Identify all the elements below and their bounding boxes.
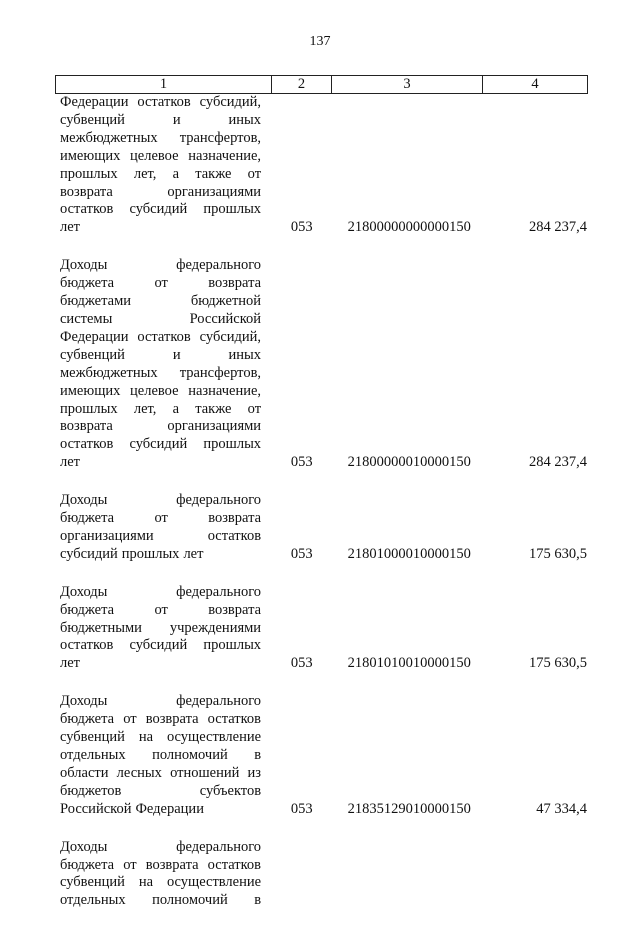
description-line bbox=[60, 219, 261, 237]
word: субсидий bbox=[129, 436, 188, 453]
word: субсидий, bbox=[199, 328, 262, 345]
word: от bbox=[154, 275, 168, 292]
description-line bbox=[60, 655, 261, 673]
word: иных bbox=[228, 111, 262, 128]
word: отдельных bbox=[60, 747, 126, 763]
description-line bbox=[60, 528, 261, 546]
word: Доходы bbox=[60, 583, 108, 600]
word: лет, bbox=[133, 165, 157, 182]
word: системы bbox=[60, 310, 113, 327]
description-line bbox=[60, 839, 261, 857]
word: остатков bbox=[60, 201, 114, 218]
word: субвенций bbox=[60, 111, 125, 128]
description-line bbox=[60, 365, 261, 383]
description-line bbox=[60, 347, 261, 365]
word: возврата bbox=[208, 510, 262, 527]
table-header bbox=[55, 75, 588, 94]
word: в bbox=[254, 892, 262, 909]
word: целевое bbox=[130, 147, 179, 164]
word: лет bbox=[60, 219, 81, 236]
row-description bbox=[55, 94, 261, 237]
header-col-2: 2 bbox=[272, 76, 332, 93]
word: субсидий bbox=[60, 545, 118, 562]
word: бюджета bbox=[60, 510, 115, 527]
word: субсидий bbox=[129, 637, 188, 654]
word: лесных bbox=[116, 764, 162, 781]
word: области bbox=[60, 764, 109, 781]
description-line bbox=[60, 166, 261, 184]
description-line bbox=[60, 383, 261, 401]
description-line bbox=[60, 492, 261, 510]
word: осуществление bbox=[166, 729, 262, 746]
header-col-4: 4 bbox=[531, 76, 539, 92]
word: Российской bbox=[189, 310, 262, 327]
description-line bbox=[60, 311, 261, 329]
row-description bbox=[55, 257, 261, 472]
word: возврата bbox=[60, 418, 113, 435]
revenue-code: 21801010010000150 bbox=[347, 655, 471, 672]
word: а bbox=[172, 165, 180, 182]
table-row bbox=[55, 584, 587, 674]
description-line bbox=[60, 201, 261, 219]
word: в bbox=[254, 747, 262, 763]
word: прошлых bbox=[203, 436, 262, 453]
word: лет bbox=[60, 655, 81, 672]
word: иных bbox=[228, 346, 262, 363]
description-line bbox=[60, 184, 261, 202]
row-description bbox=[55, 492, 261, 564]
word: Доходы bbox=[60, 838, 108, 855]
word: назначение, bbox=[188, 382, 262, 399]
word: возврата bbox=[208, 275, 262, 292]
description-line bbox=[60, 436, 261, 454]
word: межбюджетных bbox=[60, 364, 158, 381]
admin-code: 053 bbox=[290, 219, 313, 236]
word: имеющих bbox=[60, 382, 121, 399]
word: возврата bbox=[145, 711, 199, 728]
word: прошлых bbox=[203, 201, 262, 218]
amount: 284 237,4 bbox=[529, 454, 587, 471]
header-col-3: 3 bbox=[332, 76, 483, 93]
word: субвенций bbox=[60, 729, 125, 746]
description-line bbox=[60, 620, 261, 638]
word: организациями bbox=[167, 418, 262, 435]
description-line bbox=[60, 729, 261, 747]
word: бюджета bbox=[60, 856, 115, 873]
description-line bbox=[60, 801, 261, 819]
description-line bbox=[60, 94, 261, 112]
word: на bbox=[138, 729, 154, 746]
word: от bbox=[123, 711, 137, 728]
table-row bbox=[55, 492, 587, 564]
admin-code: 053 bbox=[290, 655, 313, 672]
word: субвенций bbox=[60, 346, 125, 363]
word: полномочий bbox=[152, 747, 228, 763]
description-line bbox=[60, 693, 261, 711]
table-row bbox=[55, 94, 587, 237]
revenue-code: 21801000010000150 bbox=[347, 545, 471, 562]
revenue-code: 21800000000000150 bbox=[347, 219, 471, 236]
word: Доходы bbox=[60, 693, 108, 710]
word: организациями bbox=[60, 527, 154, 544]
word: имеющих bbox=[60, 147, 121, 164]
word: а bbox=[172, 400, 180, 417]
description-line bbox=[60, 892, 261, 910]
word: Федерации bbox=[60, 328, 129, 345]
word: лет bbox=[183, 545, 204, 562]
word: остатков bbox=[60, 436, 114, 453]
description-line bbox=[60, 130, 261, 148]
description-line bbox=[60, 783, 261, 801]
description-line bbox=[60, 293, 261, 311]
table-row bbox=[55, 839, 587, 911]
admin-code: 053 bbox=[290, 545, 313, 562]
word: лет, bbox=[133, 400, 157, 417]
description-line bbox=[60, 546, 261, 564]
word: прошлых bbox=[60, 400, 118, 417]
amount: 47 334,4 bbox=[536, 800, 587, 817]
word: остатков bbox=[137, 94, 191, 110]
amount: 175 630,5 bbox=[529, 655, 587, 672]
description-line bbox=[60, 765, 261, 783]
word: учреждениями bbox=[169, 619, 262, 636]
word: возврата bbox=[145, 856, 199, 873]
word: также bbox=[195, 165, 232, 182]
word: полномочий bbox=[152, 892, 228, 909]
description-line bbox=[60, 584, 261, 602]
word: остатков bbox=[137, 328, 191, 345]
page-number: 137 bbox=[309, 34, 331, 49]
description-line bbox=[60, 275, 261, 293]
word: возврата bbox=[208, 601, 262, 618]
word: субсидий bbox=[129, 201, 188, 218]
word: от bbox=[247, 165, 262, 182]
word: бюджета bbox=[60, 711, 115, 728]
table-row bbox=[55, 693, 587, 818]
word: от bbox=[154, 510, 168, 527]
word: и bbox=[172, 346, 181, 363]
word: бюджета bbox=[60, 275, 115, 292]
amount: 175 630,5 bbox=[529, 545, 587, 562]
word: бюджета bbox=[60, 601, 115, 618]
word: отдельных bbox=[60, 892, 126, 909]
word: назначение, bbox=[188, 147, 262, 164]
admin-code: 053 bbox=[290, 800, 313, 817]
word: целевое bbox=[130, 382, 179, 399]
description-line bbox=[60, 418, 261, 436]
word: остатков bbox=[207, 856, 262, 873]
description-line bbox=[60, 747, 261, 765]
word: прошлых bbox=[60, 165, 118, 182]
word: субсидий, bbox=[199, 94, 262, 110]
word: бюджетными bbox=[60, 619, 142, 636]
description-line bbox=[60, 857, 261, 875]
word: Доходы bbox=[60, 257, 108, 274]
description-line bbox=[60, 401, 261, 419]
word: возврата bbox=[60, 183, 113, 200]
word: от bbox=[154, 601, 168, 618]
word: Доходы bbox=[60, 492, 108, 509]
word: федерального bbox=[176, 838, 262, 855]
table-body bbox=[55, 94, 587, 930]
description-line bbox=[60, 874, 261, 892]
amount: 284 237,4 bbox=[529, 219, 587, 236]
word: Российской bbox=[60, 800, 132, 817]
row-description bbox=[55, 839, 261, 911]
word: на bbox=[138, 874, 154, 891]
word: прошлых bbox=[203, 637, 262, 654]
word: из bbox=[247, 764, 262, 781]
description-line bbox=[60, 329, 261, 347]
description-line bbox=[60, 257, 261, 275]
word: лет bbox=[60, 454, 81, 471]
word: остатков bbox=[207, 711, 262, 728]
word: федерального bbox=[176, 492, 262, 509]
description-line bbox=[60, 148, 261, 166]
word: также bbox=[195, 400, 232, 417]
word: от bbox=[123, 856, 137, 873]
word: федерального bbox=[176, 257, 262, 274]
word: организациями bbox=[167, 183, 262, 200]
description-line bbox=[60, 454, 261, 472]
revenue-code: 21800000010000150 bbox=[347, 454, 471, 471]
word: трансфертов, bbox=[179, 364, 262, 381]
word: остатков bbox=[60, 637, 114, 654]
description-line bbox=[60, 112, 261, 130]
word: и bbox=[172, 111, 181, 128]
word: Федерации bbox=[60, 94, 129, 110]
word: отношений bbox=[170, 764, 240, 781]
word: субвенций bbox=[60, 874, 125, 891]
word: от bbox=[247, 400, 262, 417]
word: бюджетов bbox=[60, 782, 122, 799]
row-description bbox=[55, 584, 261, 674]
word: прошлых bbox=[121, 545, 180, 562]
word: остатков bbox=[207, 527, 262, 544]
word: бюджетами bbox=[60, 293, 131, 310]
table-row bbox=[55, 257, 587, 472]
word: субъектов bbox=[199, 782, 262, 799]
word: осуществление bbox=[166, 874, 262, 891]
row-description bbox=[55, 693, 261, 818]
word: трансфертов, bbox=[179, 129, 262, 146]
description-line bbox=[60, 637, 261, 655]
word: федерального bbox=[176, 693, 262, 710]
admin-code: 053 bbox=[290, 454, 313, 471]
word: межбюджетных bbox=[60, 129, 158, 146]
revenue-code: 21835129010000150 bbox=[347, 800, 471, 817]
header-col-1: 1 bbox=[56, 76, 272, 93]
word: бюджетной bbox=[190, 293, 262, 310]
word: федерального bbox=[176, 583, 262, 600]
word: Федерации bbox=[135, 800, 204, 817]
description-line bbox=[60, 510, 261, 528]
description-line bbox=[60, 602, 261, 620]
description-line bbox=[60, 711, 261, 729]
